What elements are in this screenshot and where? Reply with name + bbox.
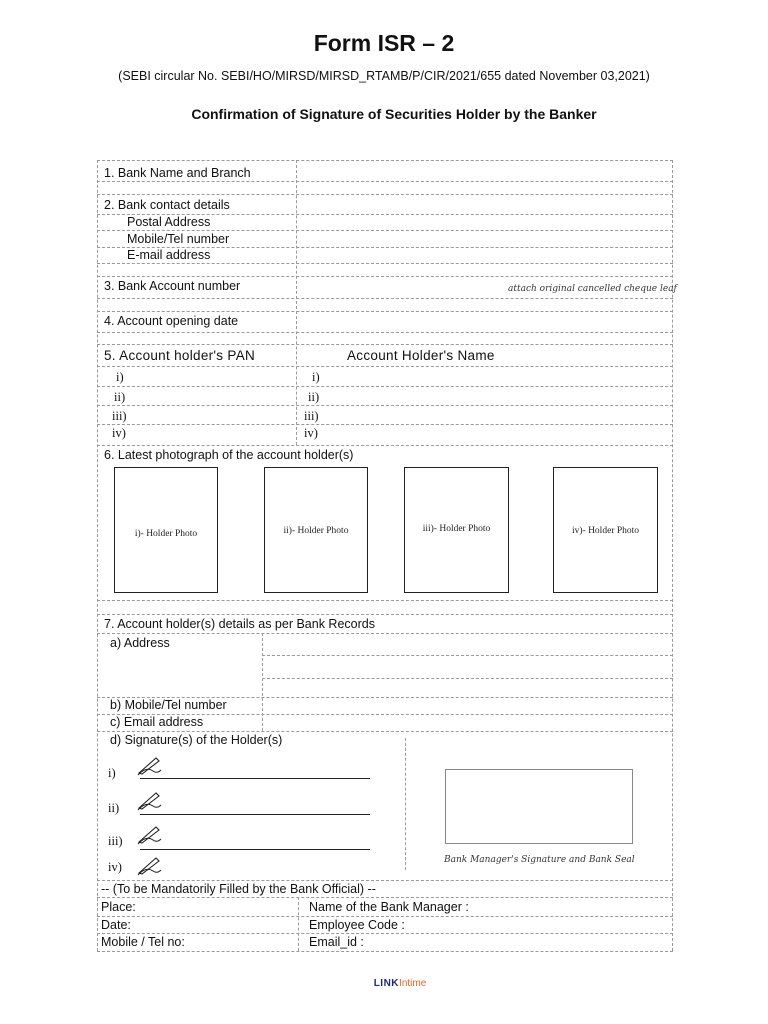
holder-photo-2[interactable] [264,467,368,593]
pen-icon [136,854,162,876]
form-heading: Confirmation of Signature of Securities Holder by the Banker [191,106,597,122]
pan-header: 5. Account holder's PAN [104,348,256,363]
grid-line [97,332,673,333]
grid-line [97,600,673,601]
grid-line [97,933,673,934]
link-intime-logo [0,978,768,989]
date-label: Date: [101,918,131,932]
bank-seal-caption: Bank Manager's Signature and Bank Seal [444,855,635,865]
mandatory-note: -- (To be Mandatorily Filled by the Bank Official) -- [101,882,376,896]
logo-text-link: LINK [373,978,400,989]
signature-line-2[interactable] [140,814,370,815]
grid-line [97,614,673,615]
official-divider [298,897,299,951]
grid-line [97,276,673,277]
name-row-4: iv) [304,426,318,440]
holder-photo-3[interactable] [404,467,509,593]
grid-line [97,880,673,881]
postal-address-label: Postal Address [127,215,211,229]
grid-line [97,445,673,446]
pen-icon [136,754,162,776]
pen-icon [136,789,162,811]
column-divider [296,160,297,445]
photo-section-label: 6. Latest photograph of the account holder(s) [104,448,354,462]
pan-row-3: iii) [112,409,127,423]
grid-line [97,366,673,367]
grid-line [97,633,673,634]
bank-contact-label: 2. Bank contact details [104,198,230,212]
employee-code-label: Employee Code : [309,918,405,932]
form-left-border [97,160,98,951]
holder-signature-label: d) Signature(s) of the Holder(s) [110,733,283,747]
form-title: Form ISR – 2 [313,30,455,56]
account-opening-label: 4. Account opening date [104,314,239,328]
signature-row-1-num: i) [108,766,116,780]
signature-line-1[interactable] [140,778,370,779]
grid-line [97,731,673,732]
grid-line [97,181,673,182]
bank-name-label: 1. Bank Name and Branch [104,166,251,180]
account-number-label: 3. Bank Account number [104,279,241,293]
signature-line-3[interactable] [140,849,370,850]
signature-divider [405,738,406,870]
grid-line [97,263,673,264]
signature-row-4-num: iv) [108,860,122,874]
holder-photo-1[interactable] [114,467,218,593]
place-label: Place: [101,900,136,914]
cheque-leaf-note: attach original cancelled cheque leaf [508,284,677,294]
grid-line [97,916,673,917]
holder-photo-4[interactable] [553,467,658,593]
details-divider [262,633,263,731]
grid-line [97,194,673,195]
holder-email-label: c) Email address [110,715,204,729]
grid-line [262,678,673,679]
mobile-label: Mobile/Tel number [127,232,230,246]
logo-text-intime: Intime [399,978,427,989]
grid-line [97,160,673,161]
holder-name-header: Account Holder's Name [347,348,495,363]
grid-line [97,897,673,898]
details-section-label: 7. Account holder(s) details as per Bank Records [104,617,375,631]
signature-row-2-num: ii) [108,801,120,815]
circular-reference: (SEBI circular No. SEBI/HO/MIRSD/MIRSD_RTAMB/P/CIR/2021/655 dated November 03,2021) [118,69,650,83]
grid-line [97,298,673,299]
bank-manager-label: Name of the Bank Manager : [309,900,469,914]
grid-line [97,230,673,231]
official-mobile-label: Mobile / Tel no: [101,935,185,949]
holder-mobile-label: b) Mobile/Tel number [110,698,227,712]
name-row-3: iii) [304,409,319,423]
grid-line [97,405,673,406]
pan-row-2: ii) [114,390,126,404]
bank-seal-box[interactable] [445,769,633,844]
holder-photo-4-label: iv)- Holder Photo [571,526,640,536]
holder-photo-1-label: i)- Holder Photo [134,529,198,539]
holder-photo-3-label: iii)- Holder Photo [422,524,491,534]
form-right-border [672,160,673,951]
holder-photo-2-label: ii)- Holder Photo [283,526,349,536]
grid-line [97,951,673,952]
pan-row-1: i) [116,370,124,384]
name-row-1: i) [312,370,320,384]
signature-row-3-num: iii) [108,834,123,848]
address-label: a) Address [110,636,170,650]
pan-row-4: iv) [112,426,126,440]
grid-line [97,386,673,387]
grid-line [97,344,673,345]
email-label: E-mail address [127,248,211,262]
pen-icon [136,823,162,845]
grid-line [97,311,673,312]
official-email-label: Email_id : [309,935,364,949]
grid-line [97,424,673,425]
grid-line [262,655,673,656]
name-row-2: ii) [308,390,320,404]
